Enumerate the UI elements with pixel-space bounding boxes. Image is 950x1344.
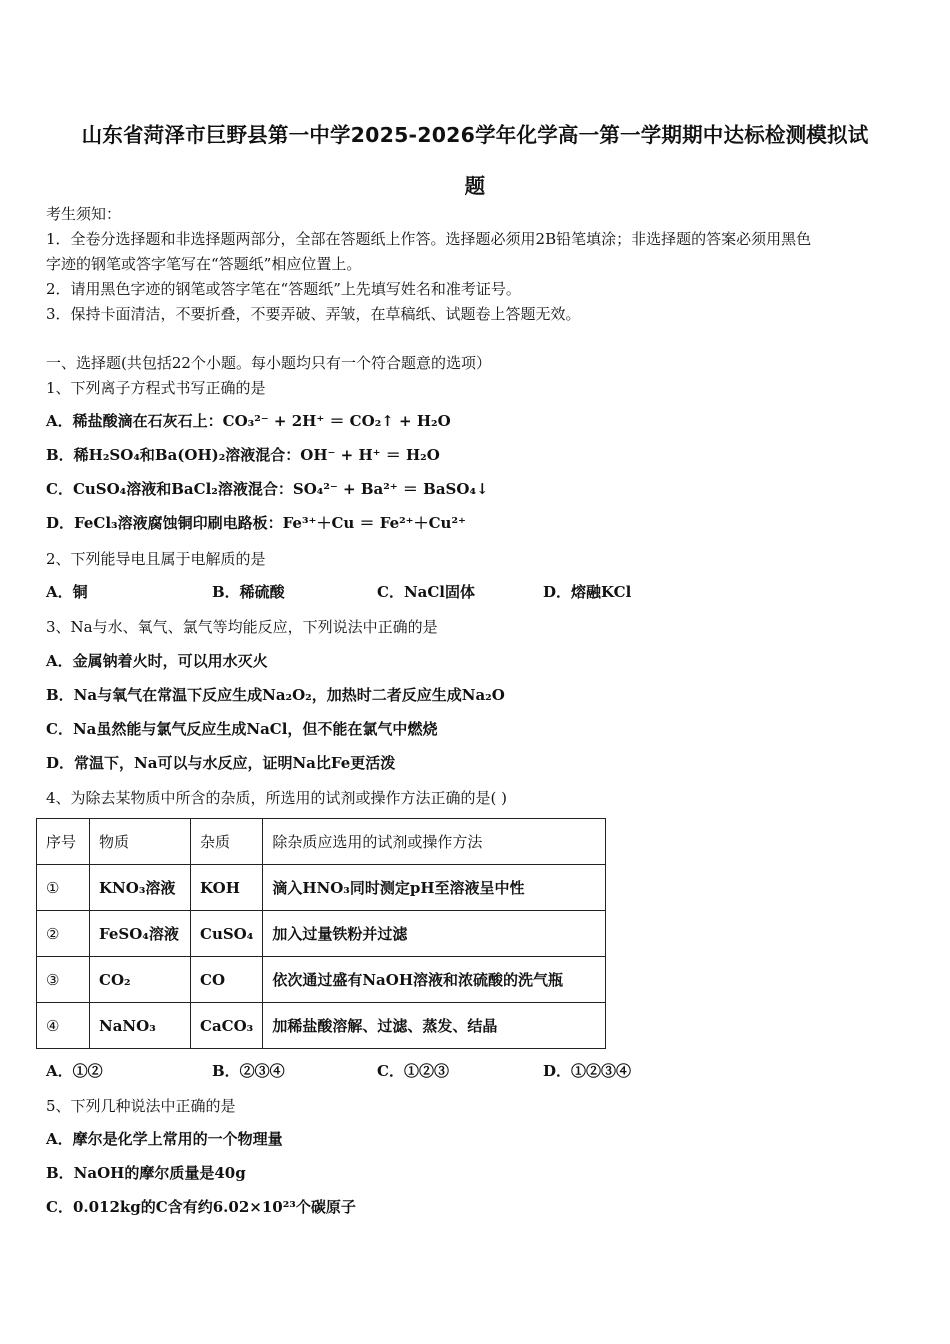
table-cell: 加稀盐酸溶解、过滤、蒸发、结晶 bbox=[263, 1003, 606, 1049]
q4-option-b: B．②③④ bbox=[212, 1062, 285, 1080]
table-row bbox=[37, 957, 606, 1003]
q5-stem: 5、下列几种说法中正确的是 bbox=[46, 1097, 236, 1115]
section-heading: 一、选择题(共包括22个小题。每小题均只有一个符合题意的选项） bbox=[46, 354, 491, 372]
q4-option-c: C．①②③ bbox=[377, 1062, 449, 1080]
table-cell: ② bbox=[37, 911, 90, 957]
table-cell: CO₂ bbox=[90, 957, 191, 1003]
q4-option-d: D．①②③④ bbox=[543, 1062, 632, 1080]
title-line-1: 山东省菏泽市巨野县第一中学2025-2026学年化学高一第一学期期中达标检测模拟试 bbox=[81, 123, 869, 147]
q3-option-c: C．Na虽然能与氯气反应生成NaCl，但不能在氯气中燃烧 bbox=[46, 720, 438, 738]
table-header-row bbox=[37, 819, 606, 865]
q2-option-d: D．熔融KCl bbox=[543, 583, 632, 601]
table-row bbox=[37, 1003, 606, 1049]
q4-table bbox=[36, 818, 606, 1049]
table-cell: ① bbox=[37, 865, 90, 911]
q2-option-a: A．铜 bbox=[46, 583, 88, 601]
table-header-cell: 序号 bbox=[37, 819, 90, 865]
table-cell: KNO₃溶液 bbox=[90, 865, 191, 911]
q3-stem: 3、Na与水、氧气、氯气等均能反应，下列说法中正确的是 bbox=[46, 618, 438, 636]
table-row bbox=[37, 865, 606, 911]
table-cell: 依次通过盛有NaOH溶液和浓硫酸的洗气瓶 bbox=[263, 957, 606, 1003]
table-header-cell: 杂质 bbox=[191, 819, 263, 865]
table-cell: NaNO₃ bbox=[90, 1003, 191, 1049]
notice-heading: 考生须知： bbox=[46, 205, 122, 223]
table-row bbox=[37, 911, 606, 957]
q2-option-c: C．NaCl固体 bbox=[377, 583, 476, 601]
q4-stem: 4、为除去某物质中所含的杂质，所选用的试剂或操作方法正确的是( ) bbox=[46, 789, 508, 807]
table-cell: KOH bbox=[191, 865, 263, 911]
title-line-2: 题 bbox=[464, 174, 486, 198]
table-cell: 滴入HNO₃同时测定pH至溶液呈中性 bbox=[263, 865, 606, 911]
q3-option-a: A．金属钠着火时，可以用水灭火 bbox=[46, 652, 268, 670]
table-cell: ③ bbox=[37, 957, 90, 1003]
q1-option-c: C．CuSO₄溶液和BaCl₂溶液混合：SO₄²⁻ + Ba²⁺ ＝ BaSO₄↓ bbox=[46, 480, 489, 498]
q1-option-d: D．FeCl₃溶液腐蚀铜印刷电路板：Fe³⁺＋Cu ＝ Fe²⁺＋Cu²⁺ bbox=[46, 514, 466, 532]
q3-option-d: D．常温下，Na可以与水反应，证明Na比Fe更活泼 bbox=[46, 754, 396, 772]
table-header-cell: 物质 bbox=[90, 819, 191, 865]
document-title bbox=[30, 110, 920, 212]
q1-stem: 1、下列离子方程式书写正确的是 bbox=[46, 379, 266, 397]
q4-option-a: A．①② bbox=[46, 1062, 103, 1080]
table-cell: CO bbox=[191, 957, 263, 1003]
table-cell: CuSO₄ bbox=[191, 911, 263, 957]
q5-option-c: C．0.012kg的C含有约6.02×10²³个碳原子 bbox=[46, 1198, 356, 1216]
q2-option-b: B．稀硫酸 bbox=[212, 583, 285, 601]
table-cell: FeSO₄溶液 bbox=[90, 911, 191, 957]
notice-item-3: 3．保持卡面清洁，不要折叠，不要弄破、弄皱，在草稿纸、试题卷上答题无效。 bbox=[46, 305, 581, 323]
q3-option-b: B．Na与氧气在常温下反应生成Na₂O₂，加热时二者反应生成Na₂O bbox=[46, 686, 505, 704]
notice-item-1a: 1．全卷分选择题和非选择题两部分，全部在答题纸上作答。选择题必须用2B铅笔填涂；非选择题的答案必须用黑色 bbox=[46, 230, 812, 248]
q2-stem: 2、下列能导电且属于电解质的是 bbox=[46, 550, 266, 568]
q1-option-a: A．稀盐酸滴在石灰石上：CO₃²⁻ + 2H⁺ ＝ CO₂↑ + H₂O bbox=[46, 412, 451, 430]
q1-option-b: B．稀H₂SO₄和Ba(OH)₂溶液混合：OH⁻ + H⁺ ＝ H₂O bbox=[46, 446, 440, 464]
q5-option-a: A．摩尔是化学上常用的一个物理量 bbox=[46, 1130, 283, 1148]
table-cell: 加入过量铁粉并过滤 bbox=[263, 911, 606, 957]
notice-item-2: 2．请用黑色字迹的钢笔或答字笔在“答题纸”上先填写姓名和准考证号。 bbox=[46, 280, 521, 298]
table-cell: ④ bbox=[37, 1003, 90, 1049]
q5-option-b: B．NaOH的摩尔质量是40g bbox=[46, 1164, 246, 1182]
notice-item-1b: 字迹的钢笔或答字笔写在“答题纸”相应位置上。 bbox=[46, 255, 362, 273]
table-header-cell: 除杂质应选用的试剂或操作方法 bbox=[263, 819, 606, 865]
table-cell: CaCO₃ bbox=[191, 1003, 263, 1049]
